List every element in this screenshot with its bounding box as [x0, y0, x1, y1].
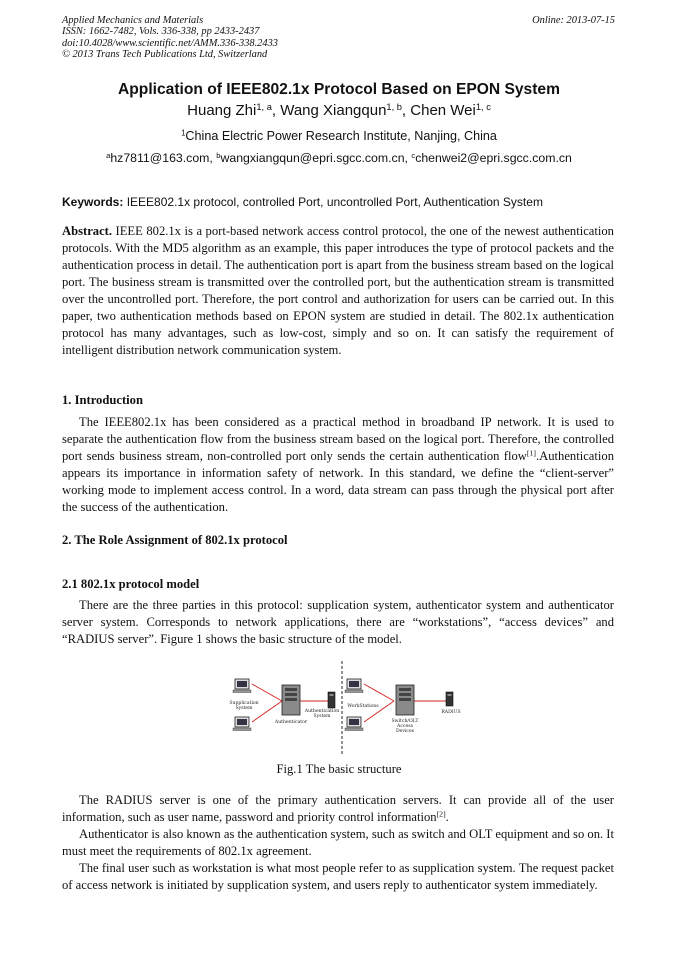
closing-paragraphs — [62, 792, 614, 894]
abstract — [62, 223, 614, 359]
connection-lines — [252, 684, 446, 722]
workstation-icon — [233, 679, 251, 693]
section-heading-introduction: 1. Introduction — [62, 393, 143, 407]
doi-line: doi:10.4028/www.scientific.net/AMM.336-338.2433 — [62, 37, 278, 49]
email-sup: a — [106, 150, 111, 160]
radius-paragraph — [62, 792, 614, 826]
protocol-model-paragraph: There are the three parties in this protocol: supplication system, authenticator system and authenticator server system. Corresponds to network applications, there are “workstations”, “access devices” and “RADIUS server”. Figure 1 shows the basic structure of the model. — [62, 598, 614, 646]
author-sup: 1, c — [475, 101, 491, 112]
email: chenwei2@epri.sgcc.com.cn — [415, 151, 572, 165]
label-authentication-system: System — [313, 714, 331, 719]
journal-name: Applied Mechanics and Materials — [62, 15, 204, 26]
workstation-icon — [233, 717, 251, 731]
intro-text-a: The IEEE802.1x has been considered as a practical method in broadband IP network. It is used to separate the authentication flow from the business stream based on the logical port. Therefore, the controlled port sends business stream, non-controlled port only sends the certain authentication flow — [62, 415, 614, 463]
online-date: Online: 2013-07-15 — [532, 15, 615, 26]
introduction-paragraph — [62, 414, 614, 516]
label-supplication: Supplication — [229, 701, 259, 706]
label-authentication: Authentication — [304, 709, 340, 714]
author-name: Wang Xiangqun — [280, 102, 387, 119]
paper-title: Application of IEEE802.1x Protocol Based on EPON System — [118, 81, 560, 98]
intro-text-b: .Authentication appears its importance in information safety of network. In this standard, we define the “client-server” working mode to implement access control. In a word, data stream can pass through the physical port after the success of the authentication. — [62, 449, 614, 514]
author-sup: 1, b — [386, 101, 402, 112]
workstation-icon — [345, 717, 363, 731]
label-access: Access — [397, 724, 413, 729]
workstation-icon — [345, 679, 363, 693]
label-workstations: WorkStations — [347, 704, 379, 709]
email: wangxiangqun@epri.sgcc.com.cn, — [220, 151, 408, 165]
authenticator-server-icon — [282, 685, 300, 715]
author-name: Huang Zhi — [187, 102, 257, 119]
keywords — [62, 195, 622, 209]
affiliation-text: China Electric Power Research Institute, Nanjing, China — [185, 129, 497, 143]
abstract-text: IEEE 802.1x is a port-based network access control protocol, the one of the newest authentication protocols. With the MD5 algorithm as an example, this paper introduces the type of protocol packets and the authentication process in detail. The authentication port is apart from the business stream based on the logical port. The business stream is transmitted over the controlled port, but the authentication stream is transmitted over the uncontrolled port. Therefore, the port control and authorization for users can be carried out. In this paper, two authentication methods based on EPON system are studied in detail. The 802.1x authentication protocol has many advantages, such as low-cost, simply and so on. It can satisfy the requirement of intelligent distribution network communication system. — [62, 224, 614, 357]
subsection-heading-protocol-model: 2.1 802.1x protocol model — [62, 577, 200, 591]
switch-olt-icon — [396, 685, 414, 715]
authenticator-paragraph: Authenticator is also known as the authentication system, such as switch and OLT equipment and so on. It must meet the requirements of 802.1x agreement. — [62, 827, 614, 858]
label-supplication-system: System — [235, 706, 253, 711]
radius-text: The RADIUS server is one of the primary authentication servers. It can provide all of the user information, such as user name, password and priority control information — [62, 793, 614, 824]
label-devices: Devices — [395, 729, 415, 734]
citation: [1] — [526, 448, 536, 458]
label-radius: RADIUS — [441, 710, 461, 715]
authentication-system-icon — [328, 692, 335, 708]
author-name: Chen Wei — [410, 102, 476, 119]
affiliation-sup: 1 — [181, 128, 186, 138]
author-sup: 1, a — [256, 101, 272, 112]
supplication-paragraph: The final user such as workstation is what most people refer to as supplication system. The request packet of access network is initiated by supplication system, and users reply to authenticator system immediately. — [62, 861, 614, 892]
radius-text-end: . — [445, 810, 449, 824]
citation: [2] — [436, 809, 446, 819]
label-authenticator: Authenticator — [274, 720, 308, 725]
keywords-text: IEEE802.1x protocol, controlled Port, uncontrolled Port, Authentication System — [126, 195, 543, 209]
email-sup: c — [411, 150, 416, 160]
issn-line: ISSN: 1662-7482, Vols. 336-338, pp 2433-2437 — [62, 26, 260, 38]
author-list: Huang Zhi$^{1, a}$, Wang Xiangqun$^{1, b}$, Chen Wei$^{1, c}$ — [187, 101, 491, 119]
keywords-label: Keywords: — [62, 195, 124, 209]
email-sup: b — [216, 150, 221, 160]
basic-structure-figure — [222, 661, 472, 755]
journal-header — [62, 15, 278, 61]
affiliation — [0, 129, 678, 143]
abstract-label: Abstract. — [62, 224, 113, 238]
copyright-line: © 2013 Trans Tech Publications Ltd, Switzerland — [62, 49, 268, 61]
email: hz7811@163.com, — [110, 151, 213, 165]
label-switch-olt: Switch/OLT — [391, 719, 419, 724]
radius-server-icon — [446, 692, 453, 706]
section-heading-role-assignment: 2. The Role Assignment of 802.1x protocol — [62, 533, 288, 547]
email-list — [0, 151, 678, 165]
figure-caption: Fig.1 The basic structure — [276, 762, 402, 776]
